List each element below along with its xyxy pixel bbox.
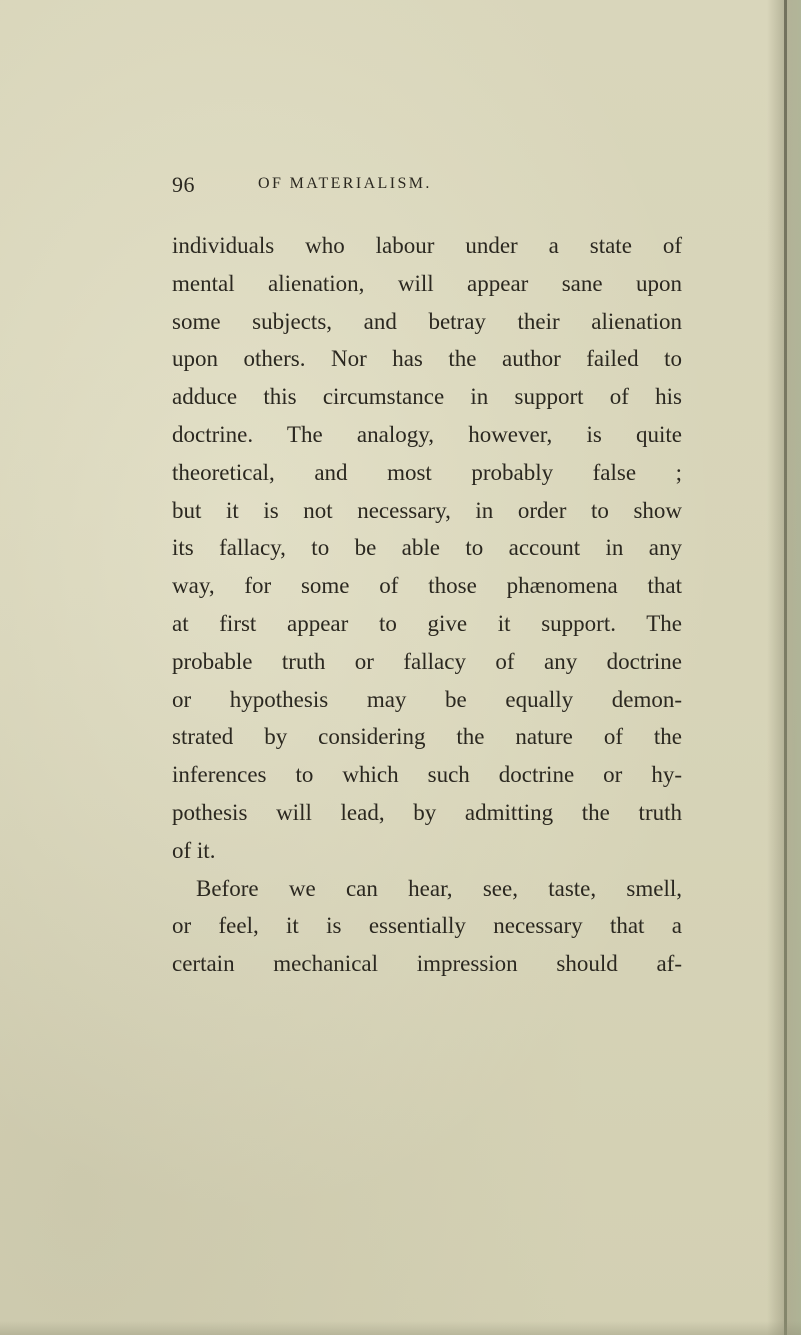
text-line: theoretical, and most probably false ;: [172, 459, 682, 485]
body-text: [172, 227, 682, 983]
paragraph-start-line: Before we can hear, see, taste, smell,: [196, 875, 682, 901]
page-bottom-edge: [0, 1321, 801, 1335]
text-line: at first appear to give it support. The: [172, 610, 682, 636]
running-title: OF MATERIALISM.: [258, 175, 432, 192]
text-line: mental alienation, will appear sane upon: [172, 270, 682, 296]
text-line: adduce this circumstance in support of his: [172, 384, 682, 410]
text-line: doctrine. The analogy, however, is quite: [172, 421, 682, 447]
running-head: [172, 172, 592, 198]
text-line: its fallacy, to be able to account in any: [172, 535, 682, 561]
text-line: but it is not necessary, in order to show: [172, 497, 682, 523]
text-line: some subjects, and betray their alienation: [172, 308, 682, 334]
text-line: probable truth or fallacy of any doctrine: [172, 648, 682, 674]
text-line: or feel, it is essentially necessary that a: [172, 913, 682, 939]
text-line: or hypothesis may be equally demon-: [172, 686, 682, 712]
page-number: 96: [172, 172, 195, 197]
page-edge-line: [784, 0, 787, 1335]
text-line: way, for some of those phænomena that: [172, 573, 682, 599]
text-line: individuals who labour under a state of: [172, 233, 682, 258]
text-line: inferences to which such doctrine or hy-: [172, 762, 682, 788]
text-line: strated by considering the nature of the: [172, 724, 682, 750]
text-line: pothesis will lead, by admitting the truth: [172, 799, 682, 825]
text-line: certain mechanical impression should af-: [172, 951, 682, 977]
paragraph-end-line: of it.: [172, 837, 216, 863]
text-line: upon others. Nor has the author failed to: [172, 346, 682, 372]
